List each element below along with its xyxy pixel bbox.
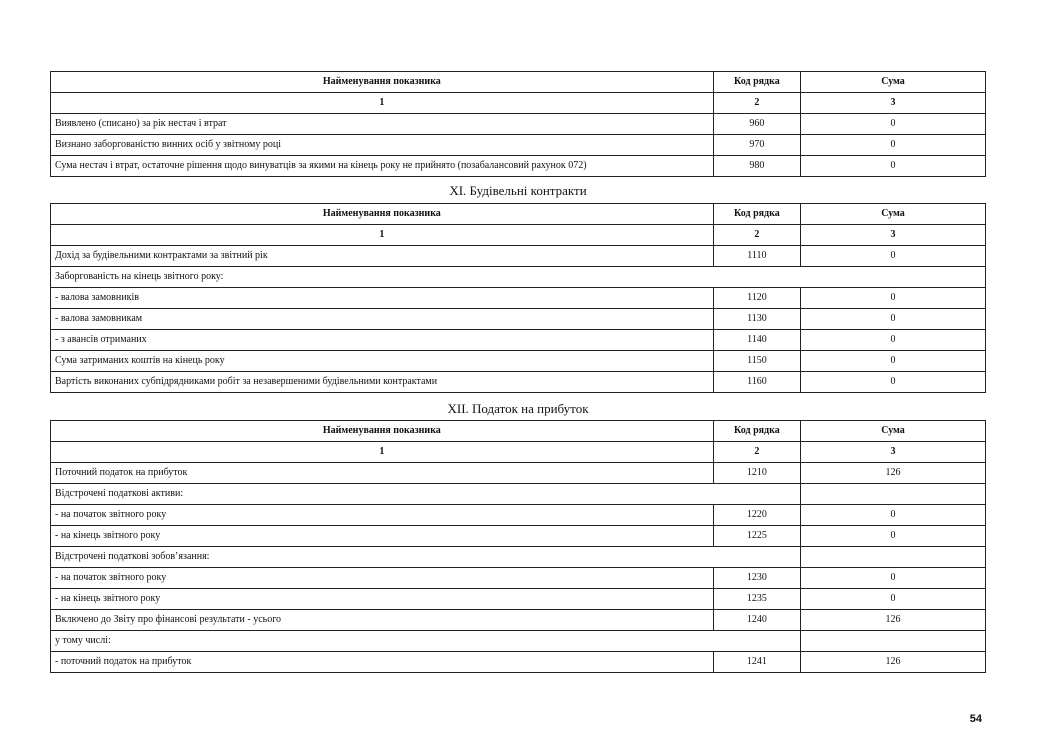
table-income-tax xyxy=(50,420,986,673)
col-index: 3 xyxy=(801,93,986,114)
col-index: 3 xyxy=(801,225,986,246)
table-row: Відстрочені податкові активи: xyxy=(51,484,986,505)
table-row: - валова замовникам 1130 0 xyxy=(51,309,986,330)
header-code: Код рядка xyxy=(713,204,800,225)
table-row: Сума нестач і втрат, остаточне рішення щодо винуватців за якими на кінець року не прийнято (позабалансовий рахунок 072) 980 0 xyxy=(51,156,986,177)
table-row: - на кінець звітного року 1225 0 xyxy=(51,526,986,547)
table-row: Виявлено (списано) за рік нестач і втрат 960 0 xyxy=(51,114,986,135)
header-sum: Сума xyxy=(801,72,986,93)
col-index: 2 xyxy=(713,442,800,463)
section-title-construction: XI. Будівельні контракти xyxy=(449,183,587,198)
table-shortages xyxy=(50,71,986,177)
header-name: Найменування показника xyxy=(51,421,714,442)
table-row: Визнано заборгованістю винних осіб у звітному році 970 0 xyxy=(51,135,986,156)
table-row: - з авансів отриманих 1140 0 xyxy=(51,330,986,351)
col-index: 3 xyxy=(801,442,986,463)
table-row: Відстрочені податкові зобов’язання: xyxy=(51,547,986,568)
table-row: Сума затриманих коштів на кінець року 1150 0 xyxy=(51,351,986,372)
col-index: 1 xyxy=(51,442,714,463)
header-name: Найменування показника xyxy=(51,72,714,93)
col-index: 1 xyxy=(51,93,714,114)
table-row: Поточний податок на прибуток 1210 126 xyxy=(51,463,986,484)
section-title-income-tax: XII. Податок на прибуток xyxy=(447,401,589,416)
table-row: Вартість виконаних субпідрядниками робіт за незавершеними будівельними контрактами 1160 0 xyxy=(51,372,986,393)
table-row: - на кінець звітного року 1235 0 xyxy=(51,589,986,610)
col-index: 2 xyxy=(713,225,800,246)
table-row: Дохід за будівельними контрактами за звітний рік 1110 0 xyxy=(51,246,986,267)
table-row: - на початок звітного року 1220 0 xyxy=(51,505,986,526)
table-row: Заборгованість на кінець звітного року: xyxy=(51,267,986,288)
table-row: у тому числі: xyxy=(51,631,986,652)
header-sum: Сума xyxy=(801,421,986,442)
page-number: 54 xyxy=(969,713,982,725)
header-sum: Сума xyxy=(801,204,986,225)
header-code: Код рядка xyxy=(713,72,800,93)
col-index: 2 xyxy=(713,93,800,114)
table-construction xyxy=(50,203,986,393)
table-row: - валова замовників 1120 0 xyxy=(51,288,986,309)
table-row: Включено до Звіту про фінансові результати - усього 1240 126 xyxy=(51,610,986,631)
header-name: Найменування показника xyxy=(51,204,714,225)
table-row: - на початок звітного року 1230 0 xyxy=(51,568,986,589)
header-code: Код рядка xyxy=(713,421,800,442)
table-row: - поточний податок на прибуток 1241 126 xyxy=(51,652,986,673)
col-index: 1 xyxy=(51,225,714,246)
